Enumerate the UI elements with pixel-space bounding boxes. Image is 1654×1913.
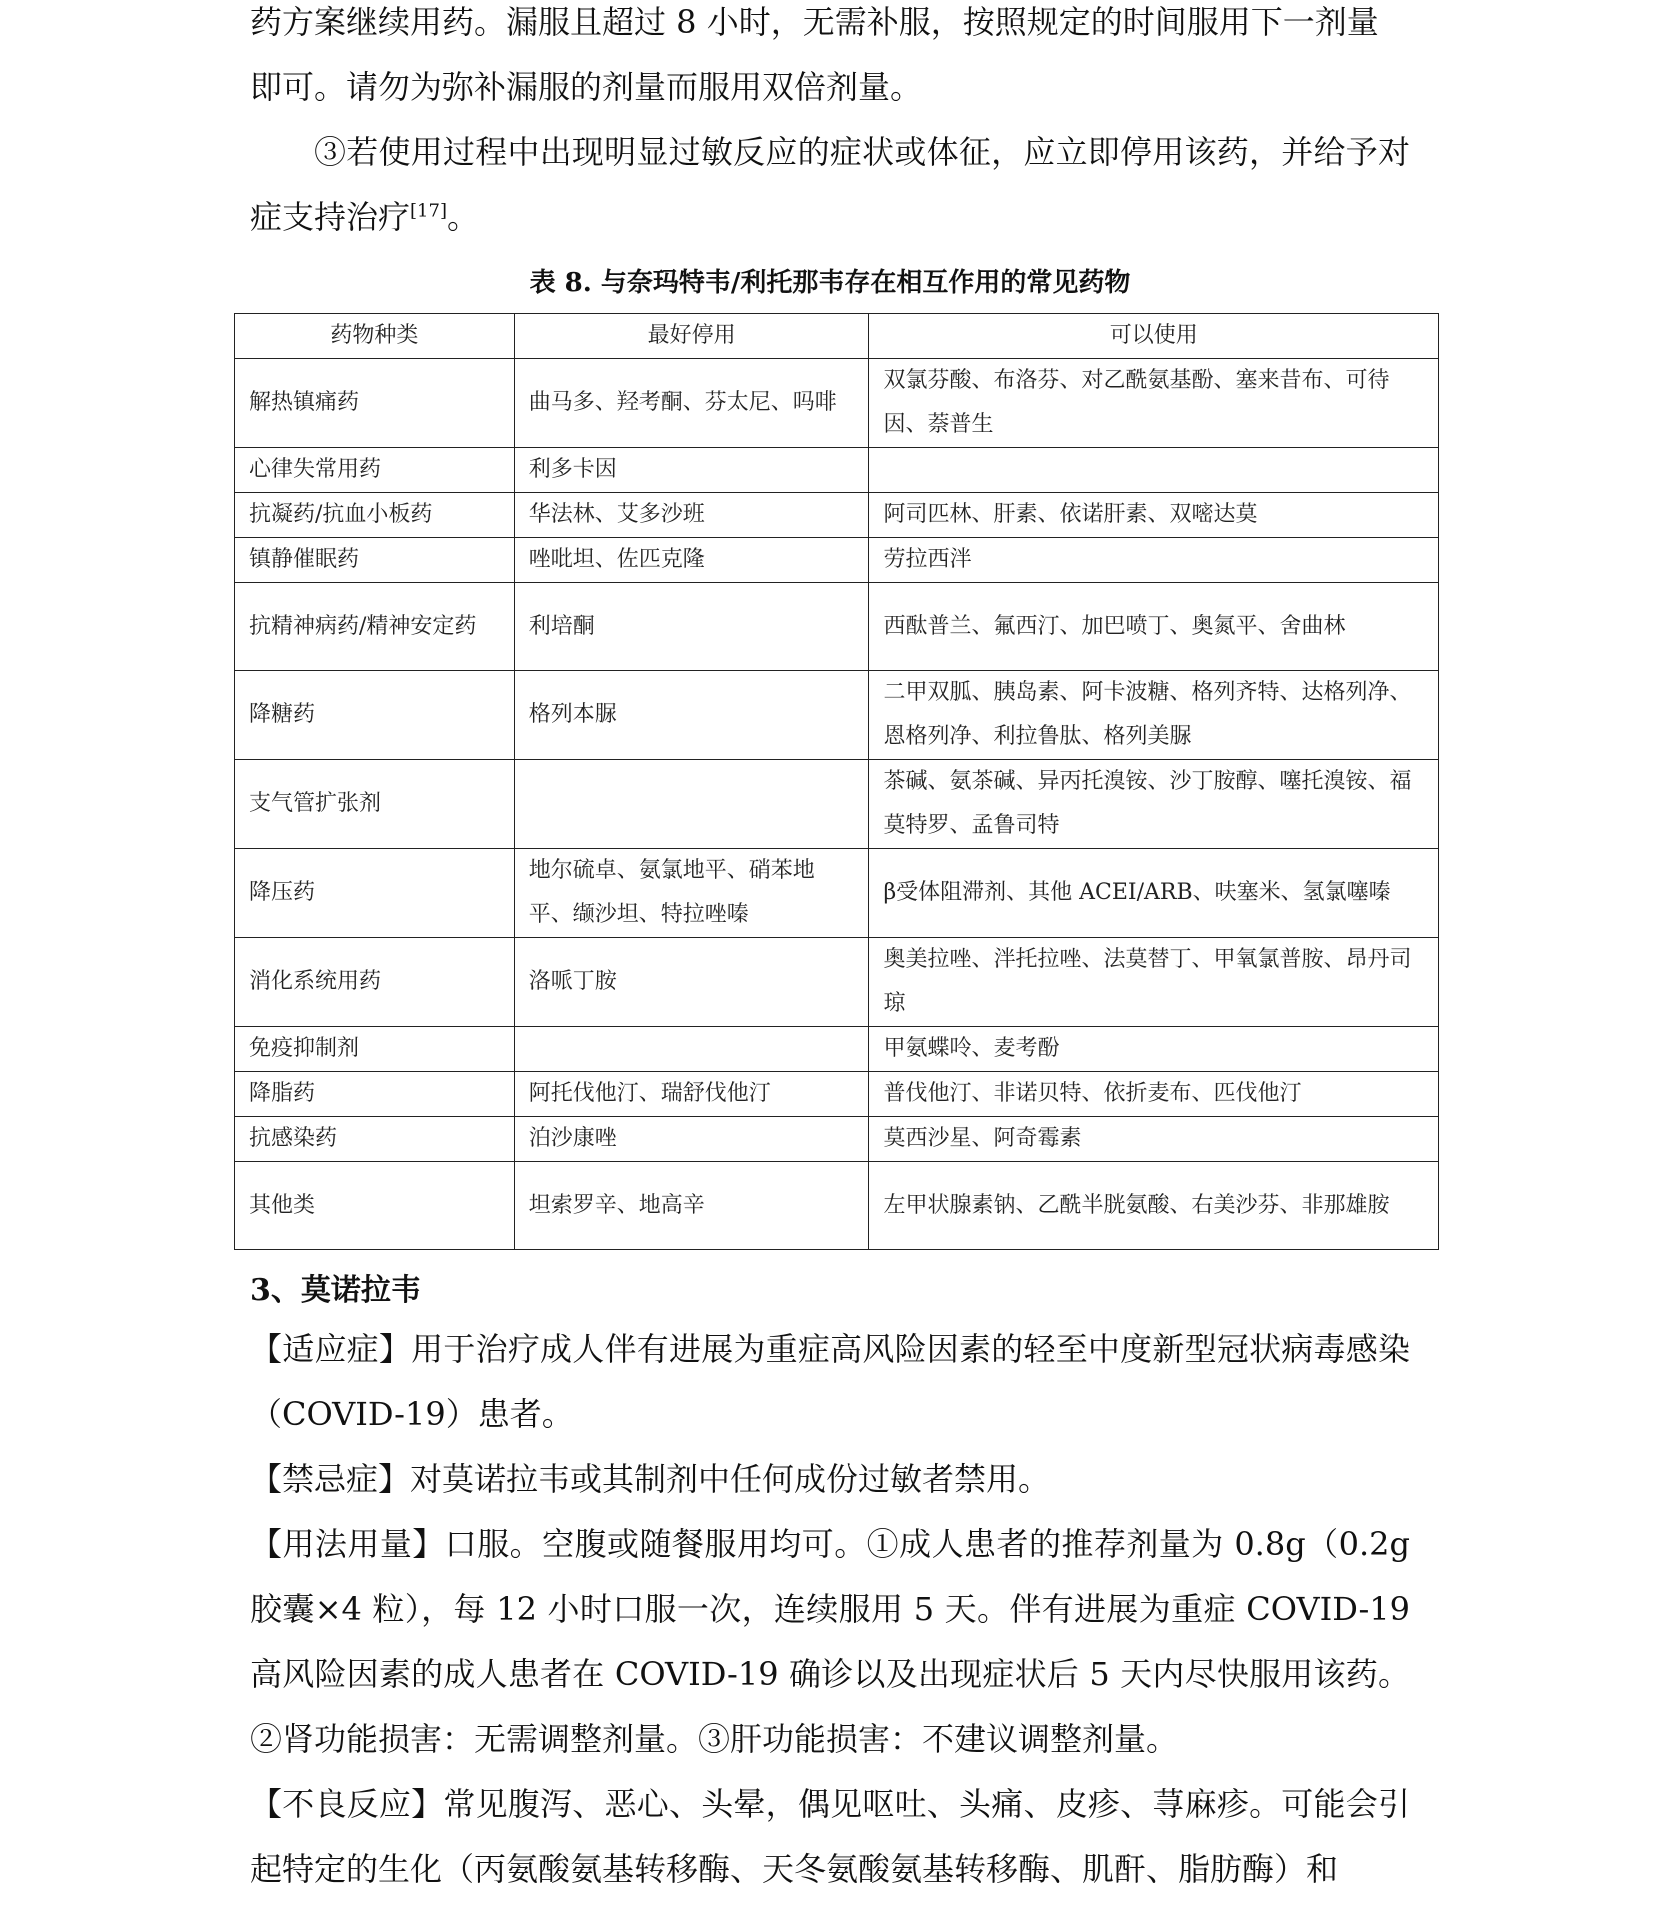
cell-stop: 利培酮 <box>514 583 869 671</box>
cell-category: 抗感染药 <box>235 1117 515 1162</box>
intro-paragraph-1 <box>250 0 1410 120</box>
intro-line-1: 药方案继续用药。漏服且超过 8 小时，无需补服，按照规定的时间服用下一剂量 <box>250 3 1379 41</box>
dosage-paragraph: 【用法用量】口服。空腹或随餐服用均可。①成人患者的推荐剂量为 0.8g（0.2g 胶囊×4 粒），每 12 小时口服一次，连续服用 5 天。伴有进展为重症 COVID-19 高风险因素的成人患者在 COVID-19 确诊以及出现症状后 5 天内尽快服用该药。②肾功能损害：无需调整剂量。③肝功能损害：不建议调整剂量。 <box>250 1525 1410 1758</box>
table-row <box>235 671 1439 760</box>
cell-category: 降压药 <box>235 849 515 938</box>
table-row <box>235 583 1439 671</box>
table-row <box>235 493 1439 538</box>
cell-use: 双氯芬酸、布洛芬、对乙酰氨基酚、塞来昔布、可待因、萘普生 <box>869 359 1439 448</box>
table-row <box>235 448 1439 493</box>
contraindication-paragraph: 【禁忌症】对莫诺拉韦或其制剂中任何成份过敏者禁用。 <box>250 1460 1051 1498</box>
table-header-row <box>235 314 1439 359</box>
cell-category: 解热镇痛药 <box>235 359 515 448</box>
header-category: 药物种类 <box>235 314 515 359</box>
indication-paragraph: 【适应症】用于治疗成人伴有进展为重症高风险因素的轻至中度新型冠状病毒感染（COVID-19）患者。 <box>250 1330 1410 1433</box>
cell-use: 左甲状腺素钠、乙酰半胱氨酸、右美沙芬、非那雄胺 <box>869 1162 1439 1250</box>
cell-category: 镇静催眠药 <box>235 538 515 583</box>
cell-stop: 阿托伐他汀、瑞舒伐他汀 <box>514 1072 869 1117</box>
cell-use: 西酞普兰、氟西汀、加巴喷丁、奥氮平、舍曲林 <box>869 583 1439 671</box>
citation-ref: [17] <box>410 200 447 222</box>
cell-use: 甲氨蝶呤、麦考酚 <box>869 1027 1439 1072</box>
cell-use: 奥美拉唑、泮托拉唑、法莫替丁、甲氧氯普胺、昂丹司琼 <box>869 938 1439 1027</box>
table-row <box>235 1072 1439 1117</box>
table-row <box>235 1162 1439 1250</box>
cell-use: 阿司匹林、肝素、依诺肝素、双嘧达莫 <box>869 493 1439 538</box>
cell-category: 消化系统用药 <box>235 938 515 1027</box>
header-stop: 最好停用 <box>514 314 869 359</box>
cell-use: β受体阻滞剂、其他 ACEI/ARB、呋塞米、氢氯噻嗪 <box>869 849 1439 938</box>
cell-use: 劳拉西泮 <box>869 538 1439 583</box>
cell-stop: 泊沙康唑 <box>514 1117 869 1162</box>
cell-use: 二甲双胍、胰岛素、阿卡波糖、格列齐特、达格列净、恩格列净、利拉鲁肽、格列美脲 <box>869 671 1439 760</box>
cell-category: 心律失常用药 <box>235 448 515 493</box>
cell-stop: 唑吡坦、佐匹克隆 <box>514 538 869 583</box>
cell-stop: 洛哌丁胺 <box>514 938 869 1027</box>
table-row <box>235 359 1439 448</box>
cell-category: 抗凝药/抗血小板药 <box>235 493 515 538</box>
cell-stop: 华法林、艾多沙班 <box>514 493 869 538</box>
cell-category: 降糖药 <box>235 671 515 760</box>
cell-use: 莫西沙星、阿奇霉素 <box>869 1117 1439 1162</box>
adverse-paragraph: 【不良反应】常见腹泻、恶心、头晕，偶见呕吐、头痛、皮疹、荨麻疹。可能会引起特定的生化（丙氨酸氨基转移酶、天冬氨酸氨基转移酶、肌酐、脂肪酶）和 <box>250 1785 1410 1888</box>
table-row <box>235 760 1439 849</box>
table-row <box>235 538 1439 583</box>
cell-stop: 利多卡因 <box>514 448 869 493</box>
cell-category: 支气管扩张剂 <box>235 760 515 849</box>
intro-paragraph-2 <box>250 120 1410 250</box>
cell-stop <box>514 1027 869 1072</box>
cell-stop: 格列本脲 <box>514 671 869 760</box>
table-row <box>235 938 1439 1027</box>
intro-p2-text: ③若使用过程中出现明显过敏反应的症状或体征，应立即停用该药，并给予对症支持治疗 <box>250 133 1410 236</box>
cell-category: 抗精神病药/精神安定药 <box>235 583 515 671</box>
table-row <box>235 849 1439 938</box>
drug-interaction-table <box>234 313 1439 1250</box>
cell-use: 普伐他汀、非诺贝特、依折麦布、匹伐他汀 <box>869 1072 1439 1117</box>
intro-p2-end: 。 <box>446 198 479 236</box>
header-use: 可以使用 <box>869 314 1439 359</box>
intro-line-2: 即可。请勿为弥补漏服的剂量而服用双倍剂量。 <box>250 68 923 106</box>
table-row <box>235 1027 1439 1072</box>
section-molnupiravir <box>250 1265 1410 1902</box>
section-heading: 3、莫诺拉韦 <box>250 1273 421 1308</box>
cell-stop: 地尔硫卓、氨氯地平、硝苯地平、缬沙坦、特拉唑嗪 <box>514 849 869 938</box>
cell-stop <box>514 760 869 849</box>
cell-category: 免疫抑制剂 <box>235 1027 515 1072</box>
table-caption: 表 8. 与奈玛特韦/利托那韦存在相互作用的常见药物 <box>529 268 1131 298</box>
cell-use <box>869 448 1439 493</box>
cell-use: 茶碱、氨茶碱、异丙托溴铵、沙丁胺醇、噻托溴铵、福莫特罗、孟鲁司特 <box>869 760 1439 849</box>
table-row <box>235 1117 1439 1162</box>
cell-category: 其他类 <box>235 1162 515 1250</box>
cell-stop: 坦索罗辛、地高辛 <box>514 1162 869 1250</box>
cell-category: 降脂药 <box>235 1072 515 1117</box>
cell-stop: 曲马多、羟考酮、芬太尼、吗啡 <box>514 359 869 448</box>
